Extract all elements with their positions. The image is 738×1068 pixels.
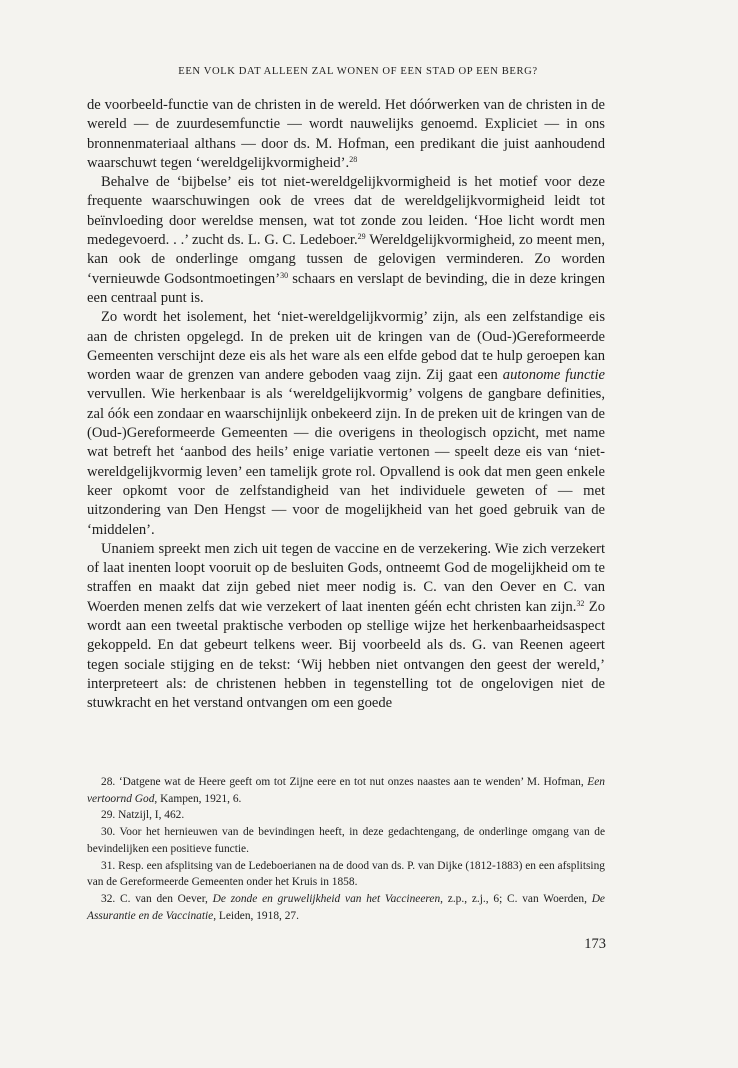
footnote xyxy=(87,807,605,824)
footnote-ref: 29 xyxy=(357,232,366,242)
book-title: Een vertoornd God xyxy=(87,776,605,805)
running-head: EEN VOLK DAT ALLEEN ZAL WONEN OF EEN STAD OP EEN BERG? xyxy=(178,66,538,77)
text-run: de voorbeeld-functie van de christen in de wereld. Het dóórwerken van de christen in de wereld — de zuurdesemfunctie — wordt nauwelijks genoemd. Expliciet — in ons bronnenmateriaal althans — door ds. M. Hofman, een predikant die juist aanhoudend waarschuwt tegen ‘wereldgelijkvormigheid’. xyxy=(87,97,605,171)
footnote xyxy=(87,858,605,891)
footnotes xyxy=(87,774,605,924)
text-run: 32. C. van den Oever, xyxy=(101,892,213,905)
text-run: Zo wordt het isolement, het ‘niet-wereldgelijkvormig’ zijn, als een zelfstandige eis aan de christen opgelegd. In de preken uit de kringen van de (Oud-)Gereformeerde Gemeenten verschijnt deze eis als het ware als een elfde gebod dat te hulp geroepen kan worden waar de grenzen van andere geboden vaag zijn. Zij gaat een xyxy=(87,309,605,384)
book-title: De zonde en gruwelijkheid van het Vaccineeren xyxy=(212,892,441,905)
paragraph xyxy=(87,540,605,714)
text-run: vervullen. Wie herkenbaar is als ‘wereldgelijkvormig’ volgens de gangbare definities, zal óók een zondaar en waarschijnlijk onbekeerd zijn. In de preken uit de kringen van de (Oud-)Gereformeerde Gemeenten — die overigens in theologisch opzicht, met name wat betreft het ‘aanbod des heils’ enige variatie vertonen — speelt deze eis van ‘niet-wereldgelijkvormig leven’ een tamelijk grote rol. Opvallend is ook dat men geen enkele keer opkomt voor de zelfstandigheid van het individuele geweten of — met uitzondering van Den Hengst — voor de mogelijkheid van het goed gebruik van de ‘middelen’. xyxy=(87,386,605,538)
page-number: 173 xyxy=(584,936,606,952)
text-run: , Kampen, 1921, 6. xyxy=(154,792,242,805)
text-run: Unaniem spreekt men zich uit tegen de vaccine en de verzekering. Wie zich verzekert of laat inenten loopt vooruit op de besluiten Gods, ontneemt God de mogelijkheid om te straffen en maakt dat zijn gebed niet meer nodig is. C. van den Oever en C. van Woerden menen zelfs dat wie verzekert of laat inenten géén echt christen kan zijn. xyxy=(87,540,605,615)
emphasis: autonome functie xyxy=(502,367,606,384)
text-run: schaars en verslapt de bevinding, die in deze kringen een centraal punt is. xyxy=(87,270,605,306)
text-run: 29. Natzijl, I, 462. xyxy=(101,809,185,822)
body-text xyxy=(87,96,605,714)
footnote-ref: 32 xyxy=(576,598,585,608)
footnote xyxy=(87,774,605,807)
text-run: Zo wordt aan een tweetal praktische verboden op stellige wijze het herkenbaarheidsaspect gekoppeld. En dat gebeurt telkens weer. Bij voorbeeld als ds. G. van Reenen ageert tegen sociale stijging en de tekst: ‘Wij hebben niet ontvangen den geest der wereld,’ interpreteert als: de christenen hebben in tegenstelling tot de ongelovigen niet de stuwkracht en het verstand ontvangen om een goede xyxy=(87,598,605,712)
text-run: Behalve de ‘bijbelse’ eis tot niet-wereldgelijkvormigheid is het motief voor deze frequente waarschuwingen ook de vrees dat de wereldgelijkvormigheid leidt tot beïnvloeding door wereldse mensen, wat tot zonde zou leiden. ‘Hoe licht wordt men medegevoerd. . .’ zucht ds. L. G. C. Ledeboer. xyxy=(87,174,605,249)
footnote xyxy=(87,891,605,924)
text-run: , z.p., z.j., 6; C. van Woerden, xyxy=(440,892,592,905)
text-run: 28. ‘Datgene wat de Heere geeft om tot Zijne eere en tot nut onzes naastes aan te wenden’ M. Hofman, xyxy=(101,776,588,788)
text-run: , Leiden, 1918, 27. xyxy=(213,909,299,922)
text-run: 30. Voor het hernieuwen van de bevindingen heeft, in deze gedachtengang, de onderlinge omgang van de bevindelijken een positieve functie. xyxy=(87,826,605,855)
footnote xyxy=(87,824,605,857)
book-title: De Assurantie en de Vaccinatie xyxy=(87,892,605,922)
text-run: 31. Resp. een afsplitsing van de Ledeboerianen na de dood van ds. P. van Dijke (1812-1883) en een afsplitsing van de Gereformeerde Gemeenten onder het Kruis in 1858. xyxy=(87,859,605,889)
footnote-ref: 28 xyxy=(349,154,358,164)
footnote-ref: 30 xyxy=(280,270,289,280)
paragraph xyxy=(87,308,605,540)
paragraph xyxy=(87,96,605,173)
text-run: Wereldgelijkvormigheid, zo meent men, kan ook de onderlinge omgang tussen de gelovigen verminderen. Zo worden ‘vernieuwde Godsontmoetingen’ xyxy=(87,232,605,287)
paragraph xyxy=(87,173,605,308)
